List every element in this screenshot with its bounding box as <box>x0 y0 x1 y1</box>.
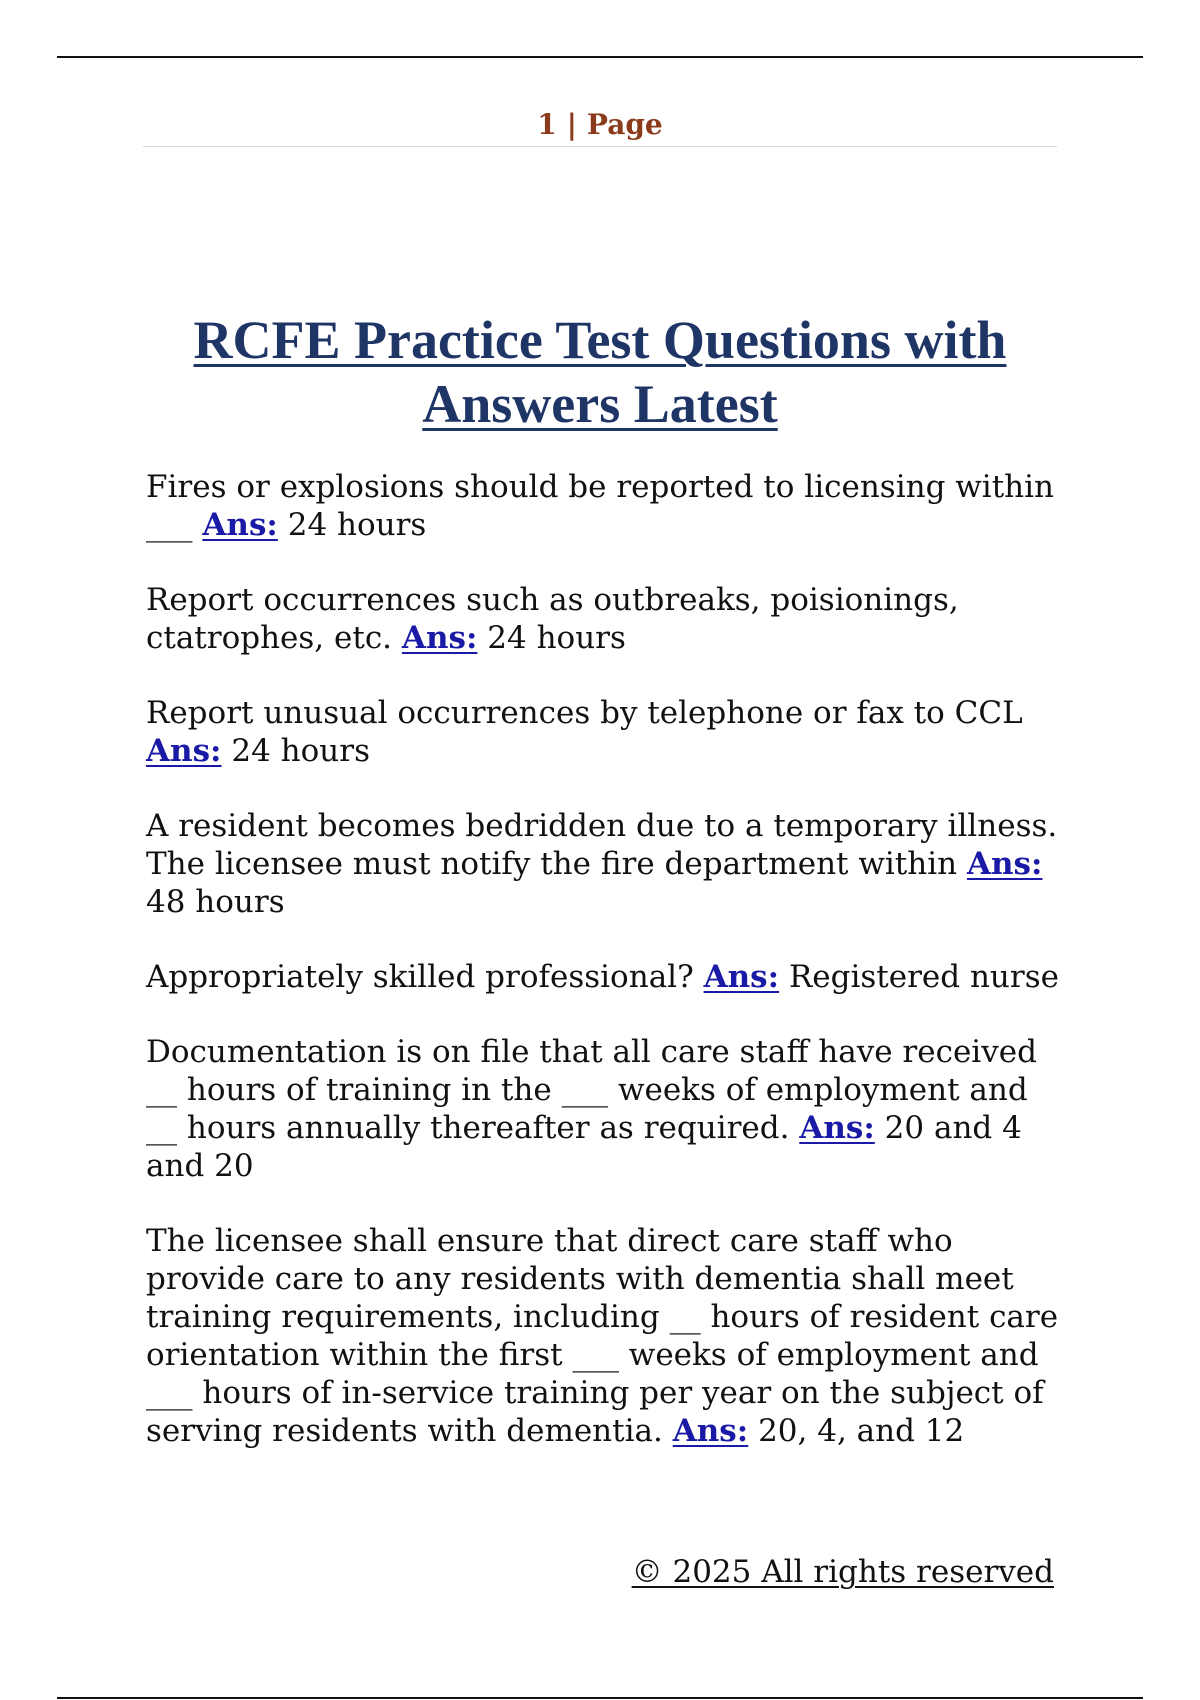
qa-item <box>146 958 1066 996</box>
answer-link[interactable]: Ans: <box>401 620 478 656</box>
question-text: Appropriately skilled professional? <box>146 959 694 995</box>
answer-text: 20, 4, and 12 <box>758 1413 965 1449</box>
qa-item <box>146 468 1066 544</box>
answer-link[interactable]: Ans: <box>703 959 780 995</box>
answer-text: 24 hours <box>231 733 370 769</box>
qa-item <box>146 694 1066 770</box>
answer-link[interactable]: Ans: <box>202 507 278 543</box>
qa-item <box>146 1033 1066 1185</box>
qa-list <box>146 468 1066 1487</box>
answer-text: Registered nurse <box>788 959 1059 995</box>
question-text: Report unusual occurrences by telephone or fax to CCL <box>146 695 1023 731</box>
question-text: Report occurrences such as outbreaks, poisionings, ctatrophes, etc. <box>146 582 959 656</box>
answer-link[interactable]: Ans: <box>799 1110 875 1146</box>
copyright-footer: © 2025 All rights reserved <box>631 1554 1054 1590</box>
document-title: RCFE Practice Test Questions with Answers Latest <box>193 310 1007 434</box>
top-rule <box>57 56 1143 58</box>
question-text: The licensee shall ensure that direct care staff who provide care to any residents with dementia shall meet training requirements, including __ hours of resident care orientation within the first ___ weeks of employment and ___ hours of in-service training per year on the subject of serving residents with dementia. <box>146 1223 1059 1449</box>
answer-link[interactable]: Ans: <box>146 733 222 769</box>
question-text: A resident becomes bedridden due to a temporary illness. The licensee must notify the fire department within <box>146 808 1058 882</box>
answer-text: 20 and 4 and 20 <box>146 1110 1022 1184</box>
answer-text: 24 hours <box>287 507 427 543</box>
bottom-rule <box>57 1697 1143 1699</box>
answer-text: 24 hours <box>487 620 626 656</box>
qa-item <box>146 581 1066 657</box>
page-number: 1 <box>537 108 557 141</box>
answer-link[interactable]: Ans: <box>672 1413 749 1449</box>
question-text: Fires or explosions should be reported to licensing within ___ <box>146 469 1055 543</box>
question-text: Documentation is on file that all care staff have received __ hours of training in the ___ weeks of employment and __ hours annually thereafter as required. <box>146 1034 1037 1146</box>
qa-item <box>146 1222 1066 1450</box>
page-separator: | <box>566 108 577 141</box>
answer-link[interactable]: Ans: <box>966 846 1043 882</box>
answer-text: 48 hours <box>146 884 285 920</box>
qa-item <box>146 807 1066 921</box>
page-label: Page <box>586 108 663 141</box>
page-header <box>143 104 1057 147</box>
